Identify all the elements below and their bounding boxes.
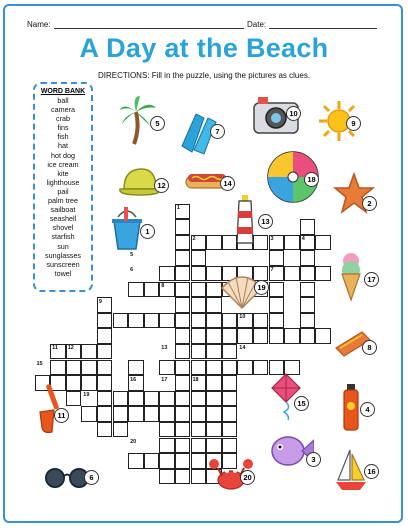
crossword-cell[interactable] (175, 250, 191, 266)
crossword-cell[interactable] (97, 328, 113, 344)
grid-number: 13 (161, 345, 168, 352)
crossword-cell[interactable] (222, 438, 238, 454)
word-bank-word: sailboat (50, 205, 76, 215)
word-bank-word: pail (57, 186, 69, 196)
grid-number: 6 (130, 267, 134, 274)
crossword-cell[interactable] (175, 328, 191, 344)
crossword-cell[interactable] (253, 328, 269, 344)
grid-number: 18 (192, 376, 199, 383)
date-label: Date: (247, 20, 267, 29)
grid-number: 7 (270, 267, 274, 274)
crossword-cell[interactable] (175, 453, 191, 469)
crossword-cell[interactable] (237, 328, 253, 344)
crossword-cell[interactable] (206, 438, 222, 454)
crossword-cell[interactable] (206, 313, 222, 329)
crossword-cell[interactable] (175, 391, 191, 407)
word-bank-word: ball (57, 96, 69, 105)
crossword-cell[interactable] (269, 297, 285, 313)
crossword-cell[interactable] (191, 297, 207, 313)
crossword-cell[interactable] (269, 328, 285, 344)
crossword-cell[interactable] (222, 391, 238, 407)
word-bank-word: camera (51, 105, 75, 115)
crossword-cell[interactable] (191, 344, 207, 360)
crossword-cell[interactable] (97, 375, 113, 391)
crossword-cell[interactable] (191, 453, 207, 469)
word-bank-word: fins (57, 123, 69, 133)
crossword-cell[interactable] (222, 313, 238, 329)
crossword-cell[interactable] (50, 360, 66, 376)
clue-number-badge: 18 (304, 172, 319, 187)
crossword-cell[interactable] (128, 360, 144, 376)
crossword-cell[interactable] (300, 328, 316, 344)
grid-number: 12 (67, 345, 74, 352)
crossword-cell[interactable] (269, 282, 285, 298)
crossword-cell[interactable] (128, 453, 144, 469)
crossword-cell[interactable] (191, 391, 207, 407)
crossword-cell[interactable] (159, 313, 175, 329)
lighthouse-icon (233, 193, 257, 247)
directions-text: DIRECTIONS: Fill in the puzzle, using the pictures as clues. (97, 71, 311, 80)
crossword-cell[interactable] (222, 328, 238, 344)
crossword-cell[interactable] (159, 360, 175, 376)
clue-number-badge: 8 (362, 340, 377, 355)
word-bank-title: WORD BANK (40, 88, 86, 95)
clue-number-badge: 1 (140, 224, 155, 239)
word-bank-word: crab (56, 114, 70, 124)
crossword-cell[interactable] (300, 266, 316, 282)
crossword-cell[interactable] (175, 219, 191, 235)
crossword-cell[interactable] (222, 375, 238, 391)
crossword-cell[interactable] (66, 375, 82, 391)
crossword-cell[interactable] (159, 453, 175, 469)
clue-number-badge: 20 (240, 470, 255, 485)
crossword-cell[interactable] (222, 422, 238, 438)
crossword-cell[interactable] (269, 250, 285, 266)
crossword-cell[interactable] (206, 422, 222, 438)
crossword-cell[interactable] (175, 344, 191, 360)
crossword-cell[interactable] (315, 266, 331, 282)
crossword-cell[interactable] (128, 313, 144, 329)
crossword-cell[interactable] (175, 438, 191, 454)
grid-number: 3 (270, 236, 274, 243)
clue-number-badge: 9 (346, 116, 361, 131)
word-bank-word: sun (57, 241, 69, 251)
word-bank-word: kite (57, 168, 69, 178)
ice-cream-icon (336, 250, 366, 302)
crossword-cell[interactable] (144, 391, 160, 407)
grid-number: 4 (301, 236, 305, 243)
crossword-cell[interactable] (206, 235, 222, 251)
sailboat-icon (334, 448, 368, 494)
crossword-cell[interactable] (175, 360, 191, 376)
page-title: A Day at the Beach (79, 33, 329, 63)
grid-number: 20 (130, 439, 137, 445)
crossword-cell[interactable] (113, 391, 129, 407)
crossword-cell[interactable] (81, 360, 97, 376)
crossword-cell[interactable] (175, 406, 191, 422)
crossword-cell[interactable] (144, 282, 160, 298)
crossword-cell[interactable] (81, 344, 97, 360)
crossword-cell[interactable] (300, 297, 316, 313)
crossword-cell[interactable] (206, 360, 222, 376)
crossword-cell[interactable] (191, 360, 207, 376)
crossword-cell[interactable] (159, 422, 175, 438)
grid-number: 1 (176, 205, 180, 211)
crossword-cell[interactable] (206, 344, 222, 360)
crossword-cell[interactable] (222, 360, 238, 376)
crossword-cell[interactable] (159, 266, 175, 282)
grid-number: 2 (192, 236, 196, 243)
crossword-cell[interactable] (159, 391, 175, 407)
word-bank-word: fish (57, 132, 69, 142)
crossword-cell[interactable] (206, 406, 222, 422)
crossword-cell[interactable] (97, 313, 113, 329)
crossword-cell[interactable] (191, 422, 207, 438)
crossword-cell[interactable] (175, 266, 191, 282)
word-bank-word: shovel (52, 223, 74, 233)
clue-number-badge: 3 (306, 452, 321, 467)
sunscreen-icon (342, 382, 360, 432)
crossword-cell[interactable] (128, 391, 144, 407)
crossword-cell[interactable] (128, 282, 144, 298)
word-bank-word: starfish (51, 232, 75, 242)
crossword-cell[interactable] (97, 360, 113, 376)
word-bank-word: seashell (49, 214, 77, 224)
crossword-cell[interactable] (315, 235, 331, 251)
crossword-cell[interactable] (206, 391, 222, 407)
crossword-cell[interactable] (191, 438, 207, 454)
crossword-cell[interactable] (284, 266, 300, 282)
word-bank-word: palm tree (48, 196, 78, 206)
grid-number: 11 (52, 345, 58, 352)
crossword-cell[interactable] (237, 360, 253, 376)
grid-number: 15 (36, 361, 43, 367)
grid-number: 19 (83, 392, 90, 399)
clue-number-badge: 2 (362, 196, 377, 211)
crossword-cell[interactable] (284, 328, 300, 344)
word-bank-word: lighthouse (46, 177, 80, 187)
crossword-cell[interactable] (300, 282, 316, 298)
clue-number-badge: 7 (210, 124, 225, 139)
clue-number-badge: 6 (84, 470, 99, 485)
crossword-cell[interactable] (206, 375, 222, 391)
crossword-cell[interactable] (175, 313, 191, 329)
crossword-cell[interactable] (191, 250, 207, 266)
grid-number: 16 (130, 376, 137, 383)
clue-number-badge: 10 (286, 106, 301, 121)
crossword-cell[interactable] (315, 328, 331, 344)
clue-number-badge: 5 (150, 116, 165, 131)
crossword-cell[interactable] (175, 375, 191, 391)
crossword-cell[interactable] (128, 406, 144, 422)
grid-number: 10 (239, 314, 246, 321)
word-bank-word: ice cream (47, 159, 79, 169)
crossword-cell[interactable] (191, 282, 207, 298)
word-bank-word: hat (58, 141, 68, 151)
crossword-cell[interactable] (159, 438, 175, 454)
crossword-cell[interactable] (66, 391, 82, 407)
crossword-cell[interactable] (253, 360, 269, 376)
clue-number-badge: 11 (54, 408, 69, 423)
crossword-cell[interactable] (191, 313, 207, 329)
crossword-cell[interactable] (222, 344, 238, 360)
crossword-cell[interactable] (191, 469, 207, 485)
clue-number-badge: 4 (360, 402, 375, 417)
clue-number-badge: 17 (364, 272, 379, 287)
crossword-cell[interactable] (144, 453, 160, 469)
name-label: Name: (27, 20, 51, 29)
crossword-cell[interactable] (191, 406, 207, 422)
clue-number-badge: 15 (294, 396, 309, 411)
crossword-cell[interactable] (300, 250, 316, 266)
crossword-cell[interactable] (175, 235, 191, 251)
crossword-cell[interactable] (97, 391, 113, 407)
crossword-cell[interactable] (97, 344, 113, 360)
crossword-cell[interactable] (300, 313, 316, 329)
grid-number: 9 (98, 298, 102, 305)
clue-number-badge: 13 (258, 214, 273, 229)
crossword-cell[interactable] (206, 328, 222, 344)
word-bank-word: sunglasses (45, 250, 81, 260)
crossword-cell[interactable] (175, 297, 191, 313)
grid-number: 14 (239, 345, 246, 352)
crossword-cell[interactable] (113, 406, 129, 422)
crossword-cell[interactable] (284, 235, 300, 251)
crossword-cell[interactable] (113, 422, 129, 438)
crossword-cell[interactable] (175, 469, 191, 485)
clue-number-badge: 16 (364, 464, 379, 479)
word-bank-word: sunscreen (46, 259, 80, 269)
crossword-cell[interactable] (253, 313, 269, 329)
crossword-cell[interactable] (81, 406, 97, 422)
crossword-cell[interactable] (113, 313, 129, 329)
crossword-cell[interactable] (97, 406, 113, 422)
crossword-cell[interactable] (159, 406, 175, 422)
word-bank-word: hot dog (51, 150, 75, 160)
word-bank-word: towel (54, 268, 72, 278)
crossword-cell[interactable] (191, 328, 207, 344)
crossword-cell[interactable] (66, 360, 82, 376)
grid-number: 5 (130, 251, 134, 258)
crossword-cell[interactable] (97, 422, 113, 438)
crossword-cell[interactable] (222, 406, 238, 422)
clue-number-badge: 14 (220, 176, 235, 191)
crossword-cell[interactable] (159, 469, 175, 485)
crossword-cell[interactable] (144, 406, 160, 422)
grid-number: 17 (161, 376, 168, 383)
clue-number-badge: 19 (254, 280, 269, 295)
crossword-cell[interactable] (81, 375, 97, 391)
grid-number: 8 (161, 283, 165, 289)
crossword-cell[interactable] (175, 282, 191, 298)
crossword-cell[interactable] (300, 219, 316, 235)
crossword-cell[interactable] (144, 313, 160, 329)
crossword-cell[interactable] (175, 422, 191, 438)
clue-number-badge: 12 (154, 178, 169, 193)
crossword-cell[interactable] (191, 266, 207, 282)
crossword-cell[interactable] (269, 313, 285, 329)
